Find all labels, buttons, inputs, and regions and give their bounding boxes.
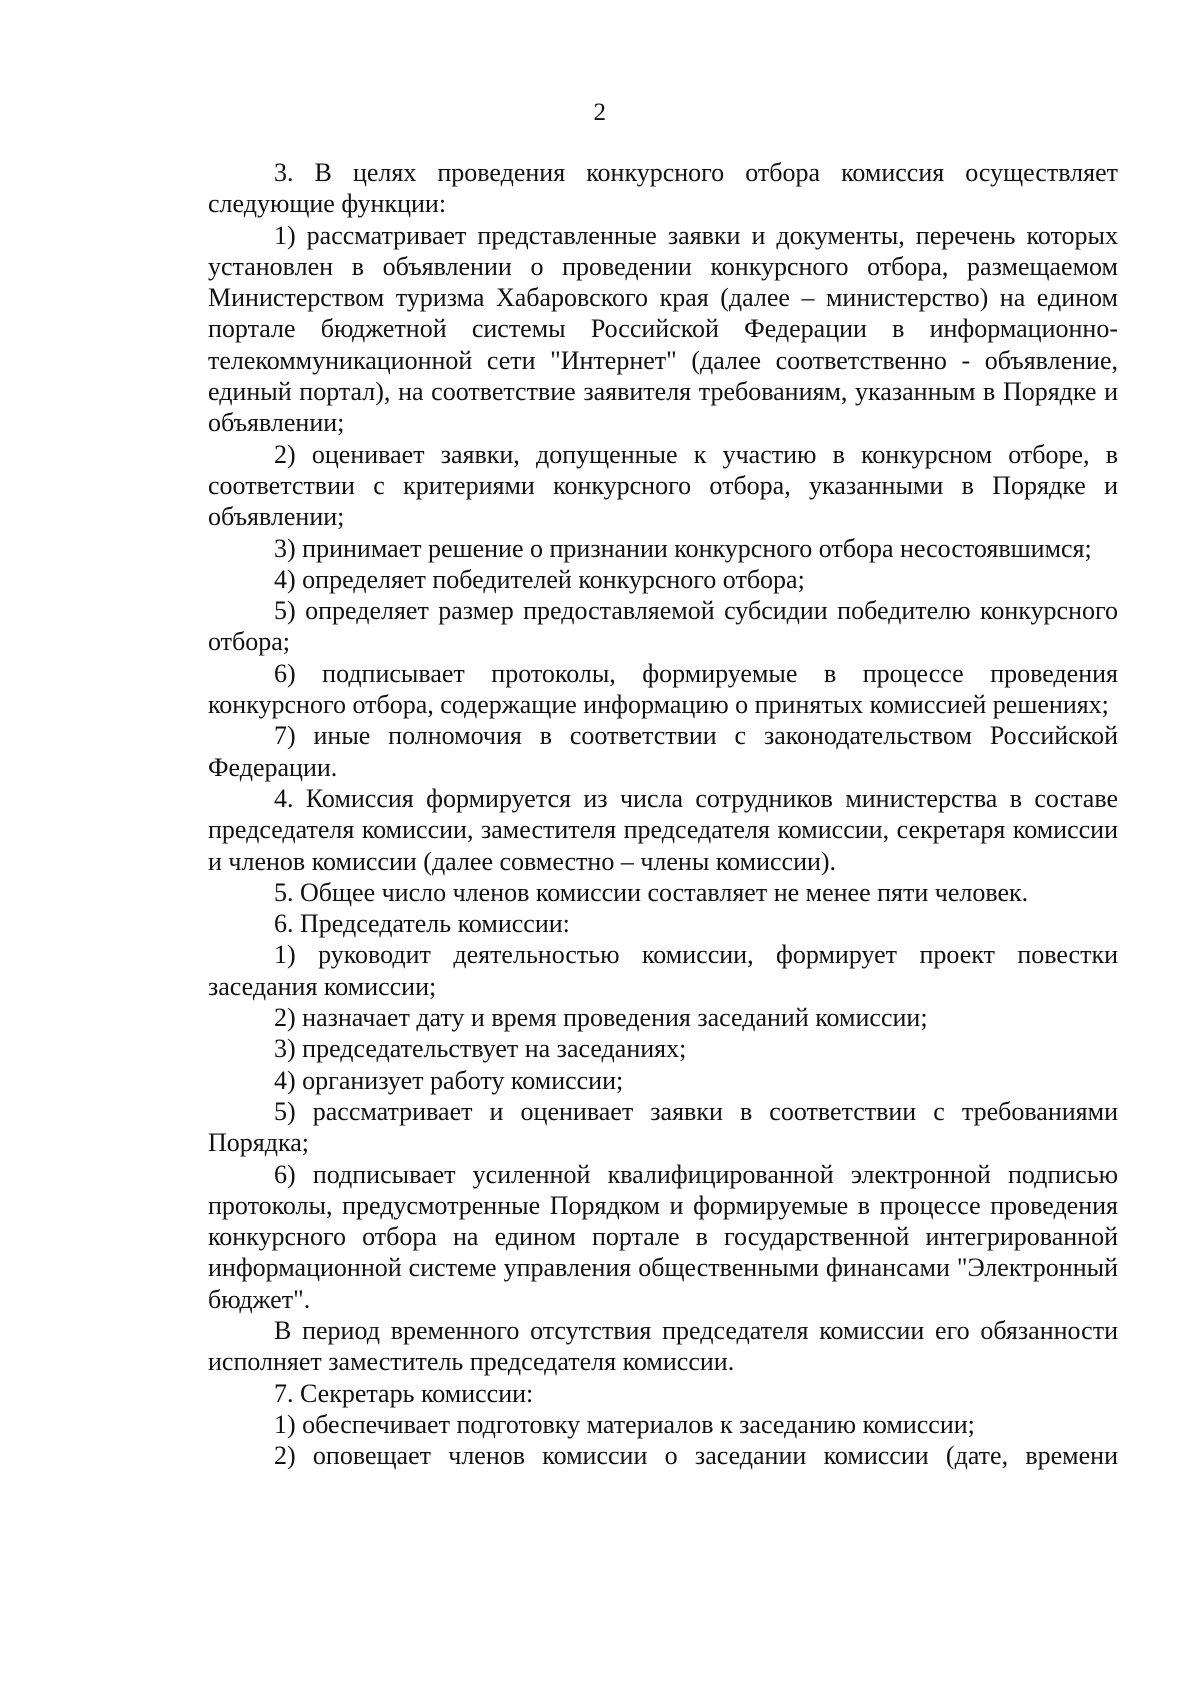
paragraph-3-item-7: 7) иные полномочия в соответствии с законодательством Российской Федерации. xyxy=(208,721,1118,782)
paragraph-6-item-3: 3) председательствует на заседаниях; xyxy=(274,1034,687,1064)
document-body xyxy=(208,157,1118,1471)
paragraph-6-item-5: 5) рассматривает и оценивает заявки в соответствии с требованиями Порядка; xyxy=(208,1096,1118,1158)
page-number: 2 xyxy=(593,99,607,126)
paragraph-3-item-1: 1) рассматривает представленные заявки и документы, перечень которых установлен в объявлении о проведении конкурсного отбора, размещаемом Министерством туризма Хабаровского края (далее – министерство) на едином портале бюджетной системы Российской Федерации в информационно-телекоммуникационной сети "Интернет" (далее соответственно - объявление, единый портал), на соответствие заявителя требованиям, указанным в Порядке и объявлении; xyxy=(208,220,1118,438)
paragraph-7-item-1: 1) обеспечивает подготовку материалов к заседанию комиссии; xyxy=(274,1409,975,1439)
paragraph-6: 6. Председатель комиссии: xyxy=(274,909,570,939)
paragraph-4: 4. Комиссия формируется из числа сотрудников министерства в составе председателя комиссии, заместителя председателя комиссии, секретаря комиссии и членов комиссии (далее совместно – члены комиссии). xyxy=(208,783,1118,876)
paragraph-3-item-3: 3) принимает решение о признании конкурсного отбора несостоявшимся; xyxy=(274,533,1092,563)
paragraph-6-item-1: 1) руководит деятельностью комиссии, формирует проект повестки заседания комиссии; xyxy=(208,940,1118,1001)
paragraph-7: 7. Секретарь комиссии: xyxy=(274,1378,534,1408)
paragraph-6-deputy: В период временного отсутствия председателя комиссии его обязанности исполняет заместитель председателя комиссии. xyxy=(208,1315,1118,1377)
paragraph-6-item-4: 4) организует работу комиссии; xyxy=(274,1065,624,1095)
paragraph-6-item-2: 2) назначает дату и время проведения заседаний комиссии; xyxy=(274,1003,928,1033)
paragraph-3-item-4: 4) определяет победителей конкурсного отбора; xyxy=(274,564,805,594)
paragraph-7-item-2: 2) оповещает членов комиссии о заседании комиссии (дате, времени xyxy=(274,1441,1118,1471)
paragraph-3: 3. В целях проведения конкурсного отбора комиссия осуществляет следующие функции: xyxy=(208,158,1118,219)
paragraph-6-item-6: 6) подписывает усиленной квалифицированной электронной подписью протоколы, предусмотренные Порядком и формируемые в процессе проведения конкурсного отбора на едином портале в государственной интегрированной информационной системе управления общественными финансами "Электронный бюджет". xyxy=(208,1159,1118,1314)
paragraph-3-item-5: 5) определяет размер предоставляемой субсидии победителю конкурсного отбора; xyxy=(208,596,1118,657)
paragraph-5: 5. Общее число членов комиссии составляет не менее пяти человек. xyxy=(274,877,1029,907)
paragraph-3-item-2: 2) оценивает заявки, допущенные к участию в конкурсном отборе, в соответствии с критериями конкурсного отбора, указанными в Порядке и объявлении; xyxy=(208,439,1118,532)
paragraph-3-item-6: 6) подписывает протоколы, формируемые в процессе проведения конкурсного отбора, содержащие информацию о принятых комиссией решениях; xyxy=(208,658,1118,720)
